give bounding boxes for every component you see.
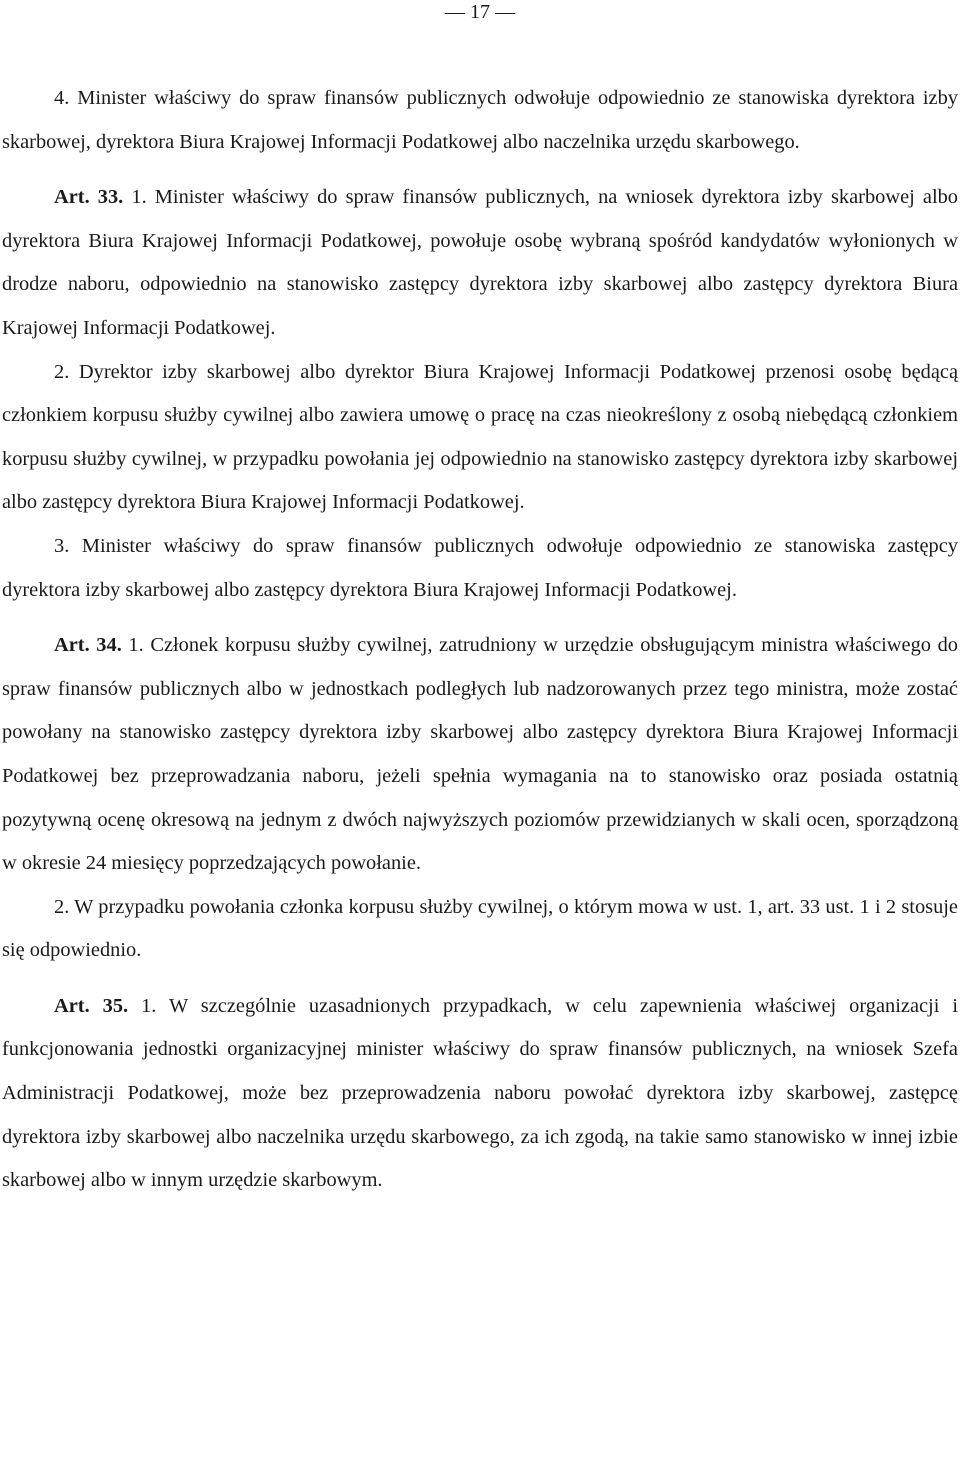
article-spacer (2, 164, 958, 176)
article-spacer (2, 973, 958, 985)
paragraph-text: 2. W przypadku powołania członka korpusu służby cywilnej, o którym mowa w ust. 1, art. 33 ust. 1 i 2 stosuje się odpowiednio. (2, 895, 958, 962)
page-number: — 17 — (445, 1, 515, 23)
paragraph-text: 1. W szczególnie uzasadnionych przypadkach, w celu zapewnienia właściwej organizacji i funkcjonowania jednostki organizacyjnej minister właściwy do spraw finansów publicznych, na wniosek Szefa Administracji Podatkowej, może bez przeprowadzenia naboru powołać dyrektora izby skarbowej, zastępcę dyrektora izby skarbowej albo naczelnika urzędu skarbowego, za ich zgodą, na takie samo stanowisko w innej izbie skarbowej albo w innym urzędzie skarbowym. (2, 994, 958, 1192)
paragraph-art33-ust3 (2, 525, 958, 612)
paragraph-text: 2. Dyrektor izby skarbowej albo dyrektor Biura Krajowej Informacji Podatkowej przenosi osobę będącą członkiem korpusu służby cywilnej albo zawiera umowę o pracę na czas nieokreślony z osobą niebędącą członkiem korpusu służby cywilnej, w przypadku powołania jej odpowiednio na stanowisko zastępcy dyrektora izby skarbowej albo zastępcy dyrektora Biura Krajowej Informacji Podatkowej. (2, 360, 958, 514)
paragraph-text: 4. Minister właściwy do spraw finansów publicznych odwołuje odpowiednio ze stanowiska dyrektora izby skarbowej, dyrektora Biura Krajowej Informacji Podatkowej albo naczelnika urzędu skarbowego. (2, 87, 958, 153)
paragraph-art32-ust4 (2, 77, 958, 164)
paragraph-art33-ust2 (2, 351, 958, 525)
article-spacer (2, 612, 958, 624)
document-body (2, 77, 958, 1203)
article-label: Art. 35. (54, 994, 129, 1017)
paragraph-art34-ust2 (2, 886, 958, 973)
paragraph-art33-ust1 (2, 176, 958, 350)
article-label: Art. 34. (54, 634, 122, 657)
paragraph-art35-ust1 (2, 985, 958, 1203)
paragraph-art34-ust1 (2, 624, 958, 886)
article-label: Art. 33. (54, 186, 124, 209)
paragraph-text: 1. Członek korpusu służby cywilnej, zatrudniony w urzędzie obsługującym ministra właściwego do spraw finansów publicznych albo w jednostkach podległych lub nadzorowanych przez tego ministra, może zostać powołany na stanowisko zastępcy dyrektora izby skarbowej albo zastępcy dyrektora Biura Krajowej Informacji Podatkowej bez przeprowadzania naboru, jeżeli spełnia wymagania na to stanowisko oraz posiada ostatnią pozytywną ocenę okresową na jednym z dwóch najwyższych poziomów przewidzianych w skali ocen, sporządzoną w okresie 24 miesięcy poprzedzających powołanie. (2, 634, 958, 875)
paragraph-text: 1. Minister właściwy do spraw finansów publicznych, na wniosek dyrektora izby skarbowej albo dyrektora Biura Krajowej Informacji Podatkowej, powołuje osobę wybraną spośród kandydatów wyłonionych w drodze naboru, odpowiednio na stanowisko zastępcy dyrektora izby skarbowej albo zastępcy dyrektora Biura Krajowej Informacji Podatkowej. (2, 186, 958, 339)
paragraph-text: 3. Minister właściwy do spraw finansów publicznych odwołuje odpowiednio ze stanowiska zastępcy dyrektora izby skarbowej albo zastępcy dyrektora Biura Krajowej Informacji Podatkowej. (2, 534, 958, 601)
